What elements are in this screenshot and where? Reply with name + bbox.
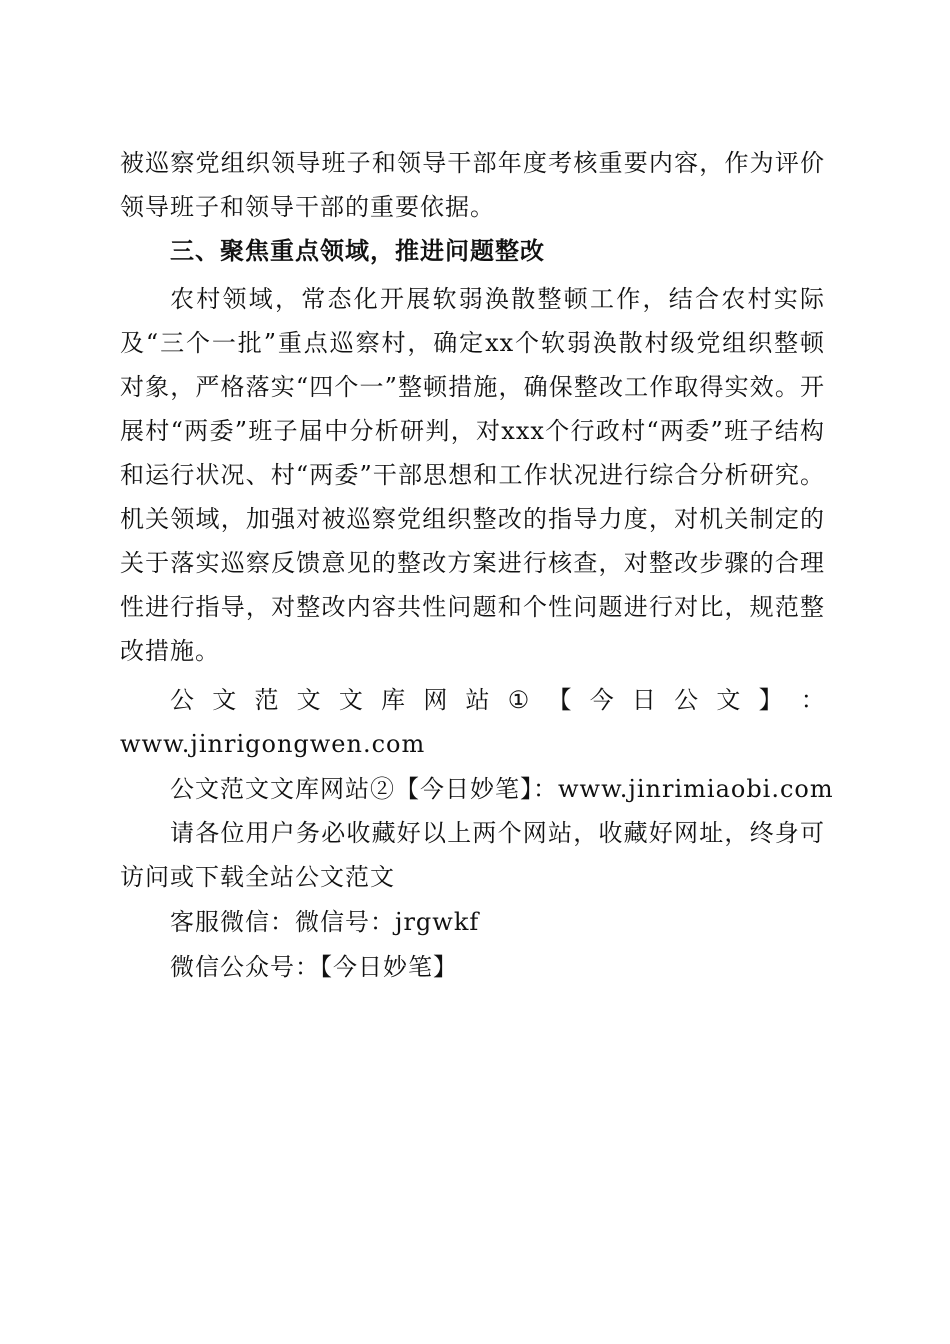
site1-char: 库 — [381, 686, 406, 714]
site1-char: 站 — [465, 686, 490, 714]
paragraph-rural-and-agency: 农村领域，常态化开展软弱涣散整顿工作，结合农村实际及“三个一批”重点巡察村，确定xx个软弱涣散村级党组织整顿对象，严格落实“四个一”整顿措施，确保整改工作取得实效。开展村“两委”班子届中分析研判，对xxx个行政村“两委”班子结构和运行状况、村“两委”干部思想和工作状况进行综合分析研究。机关领域，加强对被巡察党组织整改的指导力度，对机关制定的关于落实巡察反馈意见的整改方案进行核查，对整改步骤的合理性进行指导，对整改内容共性问题和个性问题进行对比，规范整改措施。 — [120, 285, 825, 665]
site1-char: 范 — [254, 686, 279, 714]
site1-char: 网 — [423, 686, 448, 714]
site1-char: 文 — [212, 686, 237, 714]
bookmark-notice: 请各位用户务必收藏好以上两个网站，收藏好网址，终身可访问或下载全站公文范文 — [120, 819, 825, 891]
site1-url: www.jinrigongwen.com — [120, 730, 426, 758]
customer-service-wechat: 客服微信：微信号：jrgwkf — [170, 908, 480, 936]
paragraph-continuation: 被巡察党组织领导班子和领导干部年度考核重要内容，作为评价领导班子和领导干部的重要依据。 — [120, 149, 825, 221]
site1-char: 】 — [758, 686, 783, 714]
site1-char: 今 — [589, 686, 614, 714]
site1-char: 文 — [716, 686, 741, 714]
site1-char: 【 — [547, 686, 572, 714]
site1-char: 公 — [674, 686, 699, 714]
site1-char: ① — [507, 686, 530, 714]
site1-char: 文 — [296, 686, 321, 714]
site1-line — [170, 678, 825, 722]
section-heading: 三、聚焦重点领域，推进问题整改 — [170, 237, 545, 265]
site1-char: 日 — [631, 686, 656, 714]
site1-char: 公 — [170, 686, 194, 714]
site2-line: 公文范文文库网站②【今日妙笔】：www.jinrimiaobi.com — [170, 775, 834, 803]
site1-char: 文 — [338, 686, 363, 714]
wechat-official-account: 微信公众号：【今日妙笔】 — [170, 953, 458, 981]
site1-char: ： — [800, 686, 825, 714]
